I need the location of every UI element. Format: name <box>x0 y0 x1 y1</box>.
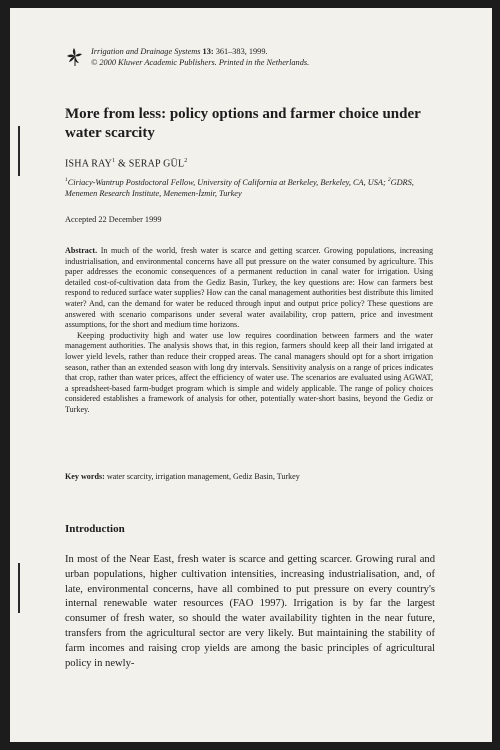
affiliation-text: GDRS, Menemen Research Institute, Menemen-İzmir, Turkey <box>65 177 414 198</box>
affiliation-marker: 1 <box>112 158 116 164</box>
journal-header <box>65 46 309 68</box>
staple-mark <box>18 563 20 613</box>
abstract <box>65 246 433 416</box>
abstract-text: In much of the world, fresh water is scarce and getting scarcer. Growing populations, increasing industrialisation, and environmental concerns have all put pressure on the water consumed by agriculture. This paper addresses the economic consequences of a permanent reduction in canal water for irrigation. Using detailed cost-of-cultivation data from the Gediz Basin, Turkey, the key questions are: How can farmers best respond to reduced surface water supplies? How can the canal management authorities best distribute this limited water? And, can the demand for water be reduced through input and output price policy? These questions are answered with scenario comparisons under several water availability, crop pattern, price and investment assumptions, for the short and medium time horizons. <box>65 246 433 330</box>
journal-pages-year: 361–383, 1999. <box>215 47 268 56</box>
author-name: ISHA RAY <box>65 158 113 170</box>
journal-citation <box>91 46 309 68</box>
copyright-line: © 2000 Kluwer Academic Publishers. Printed in the Netherlands. <box>91 58 310 67</box>
journal-name: Irrigation and Drainage Systems <box>91 47 201 56</box>
section-heading: Introduction <box>65 523 125 535</box>
keywords-label: Key words: <box>65 472 105 481</box>
keywords-text: water scarcity, irrigation management, Gediz Basin, Turkey <box>106 472 300 481</box>
accepted-date: Accepted 22 December 1999 <box>65 215 162 224</box>
affiliation-marker: 2 <box>387 177 391 183</box>
author-separator: & <box>115 158 129 170</box>
journal-page <box>10 8 492 742</box>
author-line <box>65 158 188 169</box>
affiliation-text: Ciriacy-Wantrup Postdoctoral Fellow, University of California at Berkeley, Berkeley, CA, USA; <box>67 177 388 187</box>
staple-mark <box>18 126 20 176</box>
article-title: More from less: policy options and farmer choice under water scarcity <box>65 106 421 141</box>
journal-volume: 13: <box>202 47 214 56</box>
abstract-paragraph: Keeping productivity high and water use low requires coordination between farmers and the water management authorities. The analysis shows that, in this region, farmers should keep all their land irrigated at lower yield levels, rather than reduce their cropped areas. The canal managers should opt for a short irrigation season, rather than an extended season with long dry intervals. Sensitivity analysis on a range of prices indicates that crop, rather than water prices, affect the efficiency of water use. The scenarios are evaluated using AGWAT, a spreadsheet-based farm-budget program which is simple and widely applicable. The range of policy choices considered establishes a framework of analysis for other, potentially water-short basins, beyond the Gediz or Turkey. <box>65 330 433 414</box>
abstract-label: Abstract. <box>65 246 98 255</box>
affiliations <box>65 175 435 199</box>
keywords <box>65 472 433 481</box>
author-name: SERAP GÜL <box>128 158 185 170</box>
kluwer-flower-icon <box>65 47 85 67</box>
body-paragraph: In most of the Near East, fresh water is scarce and getting scarcer. Growing rural and urban populations, higher cultivation intensities, increasing industrialisation, and, of late, environmental concerns, have all combined to put pressure on every country's internal renewable water resources (FAO 1997). Irrigation is by far the largest consumer of fresh water, so should the water availability tighten in the near future, transfers from the agricultural sector are very likely. But maintaining the stability of farm incomes and raising crop yields are among the basic principles of agricultural policy in newly- <box>65 554 435 669</box>
affiliation-marker: 1 <box>65 177 68 183</box>
affiliation-marker: 2 <box>184 158 188 164</box>
abstract-paragraph <box>65 246 433 331</box>
